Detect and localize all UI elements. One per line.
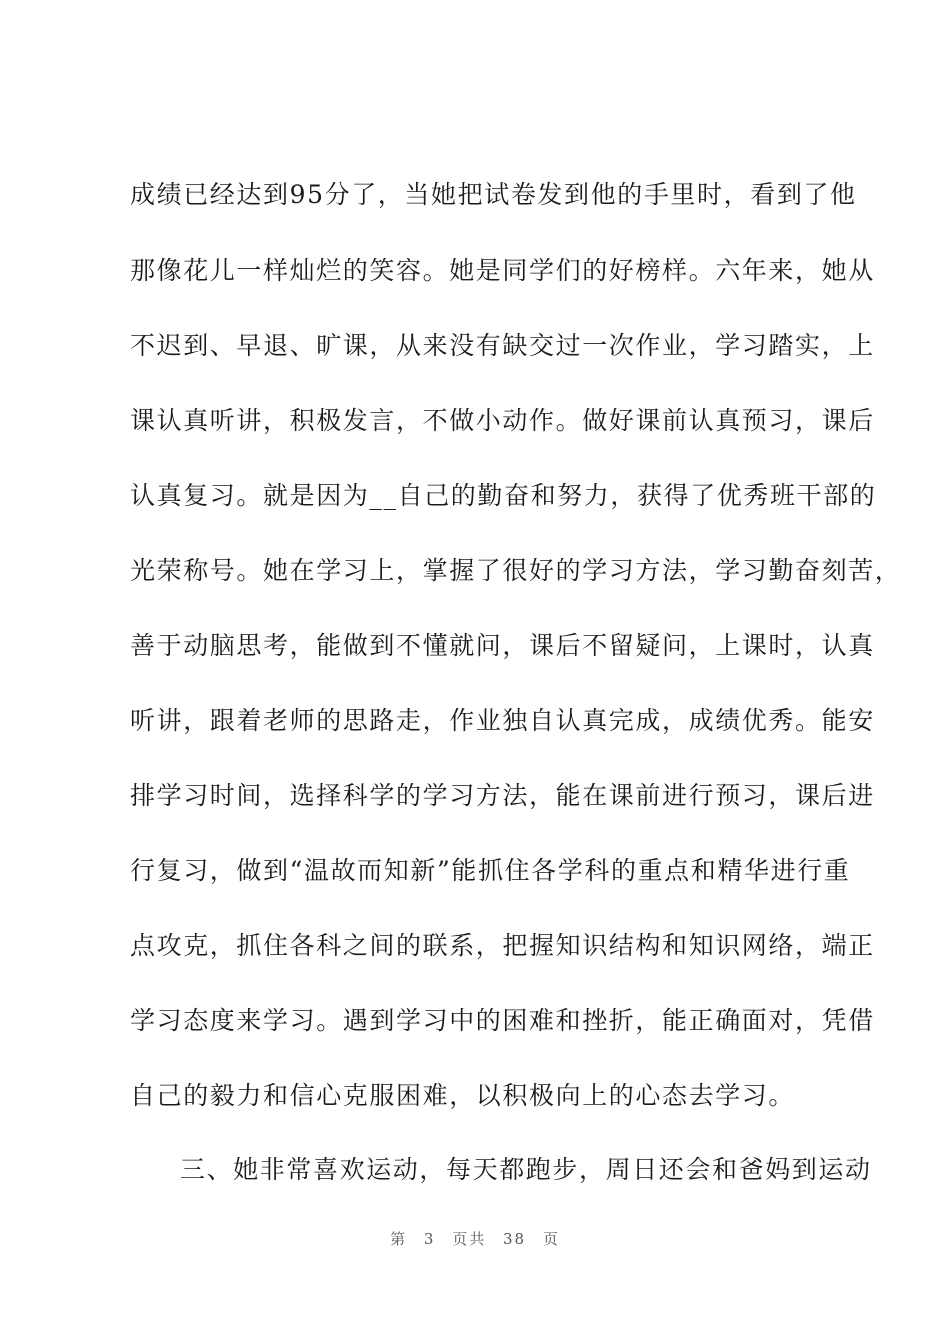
- text-line: 成绩已经达到95分了，当她把试卷发到他的手里时，看到了他: [130, 180, 857, 209]
- text-line: 那像花儿一样灿烂的笑容。她是同学们的好榜样。六年来，她从: [130, 256, 875, 285]
- page-footer: [0, 1228, 950, 1249]
- text-line: 听讲，跟着老师的思路走，作业独自认真完成，成绩优秀。能安: [130, 706, 875, 735]
- text-line: 不迟到、早退、旷课，从来没有缺交过一次作业，学习踏实，上: [130, 331, 875, 360]
- text-line: 善于动脑思考，能做到不懂就问，课后不留疑问，上课时，认真: [130, 631, 875, 660]
- text-line: 自己的毅力和信心克服困难，以积极向上的心态去学习。: [130, 1081, 796, 1110]
- paragraph-first-line: 三、她非常喜欢运动，每天都跑步，周日还会和爸妈到运动: [180, 1155, 872, 1184]
- text-line: 认真复习。就是因为__自己的勤奋和努力，获得了优秀班干部的: [130, 481, 877, 510]
- footer-current-page: 3: [423, 1230, 436, 1248]
- text-line: 课认真听讲，积极发言，不做小动作。做好课前认真预习，课后: [130, 406, 875, 435]
- footer-suffix: 页: [542, 1230, 560, 1248]
- footer-prefix: 第: [390, 1230, 408, 1248]
- text-line: 排学习时间，选择科学的学习方法，能在课前进行预习，课后进: [130, 781, 875, 810]
- footer-total-pages: 38: [503, 1230, 527, 1248]
- text-line: 点攻克，抓住各科之间的联系，把握知识结构和知识网络，端正: [130, 931, 875, 960]
- footer-middle: 页共: [452, 1230, 487, 1248]
- text-line: 学习态度来学习。遇到学习中的困难和挫折，能正确面对，凭借: [130, 1006, 875, 1035]
- text-line: 行复习，做到“温故而知新”能抓住各学科的重点和精华进行重: [130, 856, 851, 885]
- text-line: 光荣称号。她在学习上，掌握了很好的学习方法，学习勤奋刻苦，: [130, 556, 902, 585]
